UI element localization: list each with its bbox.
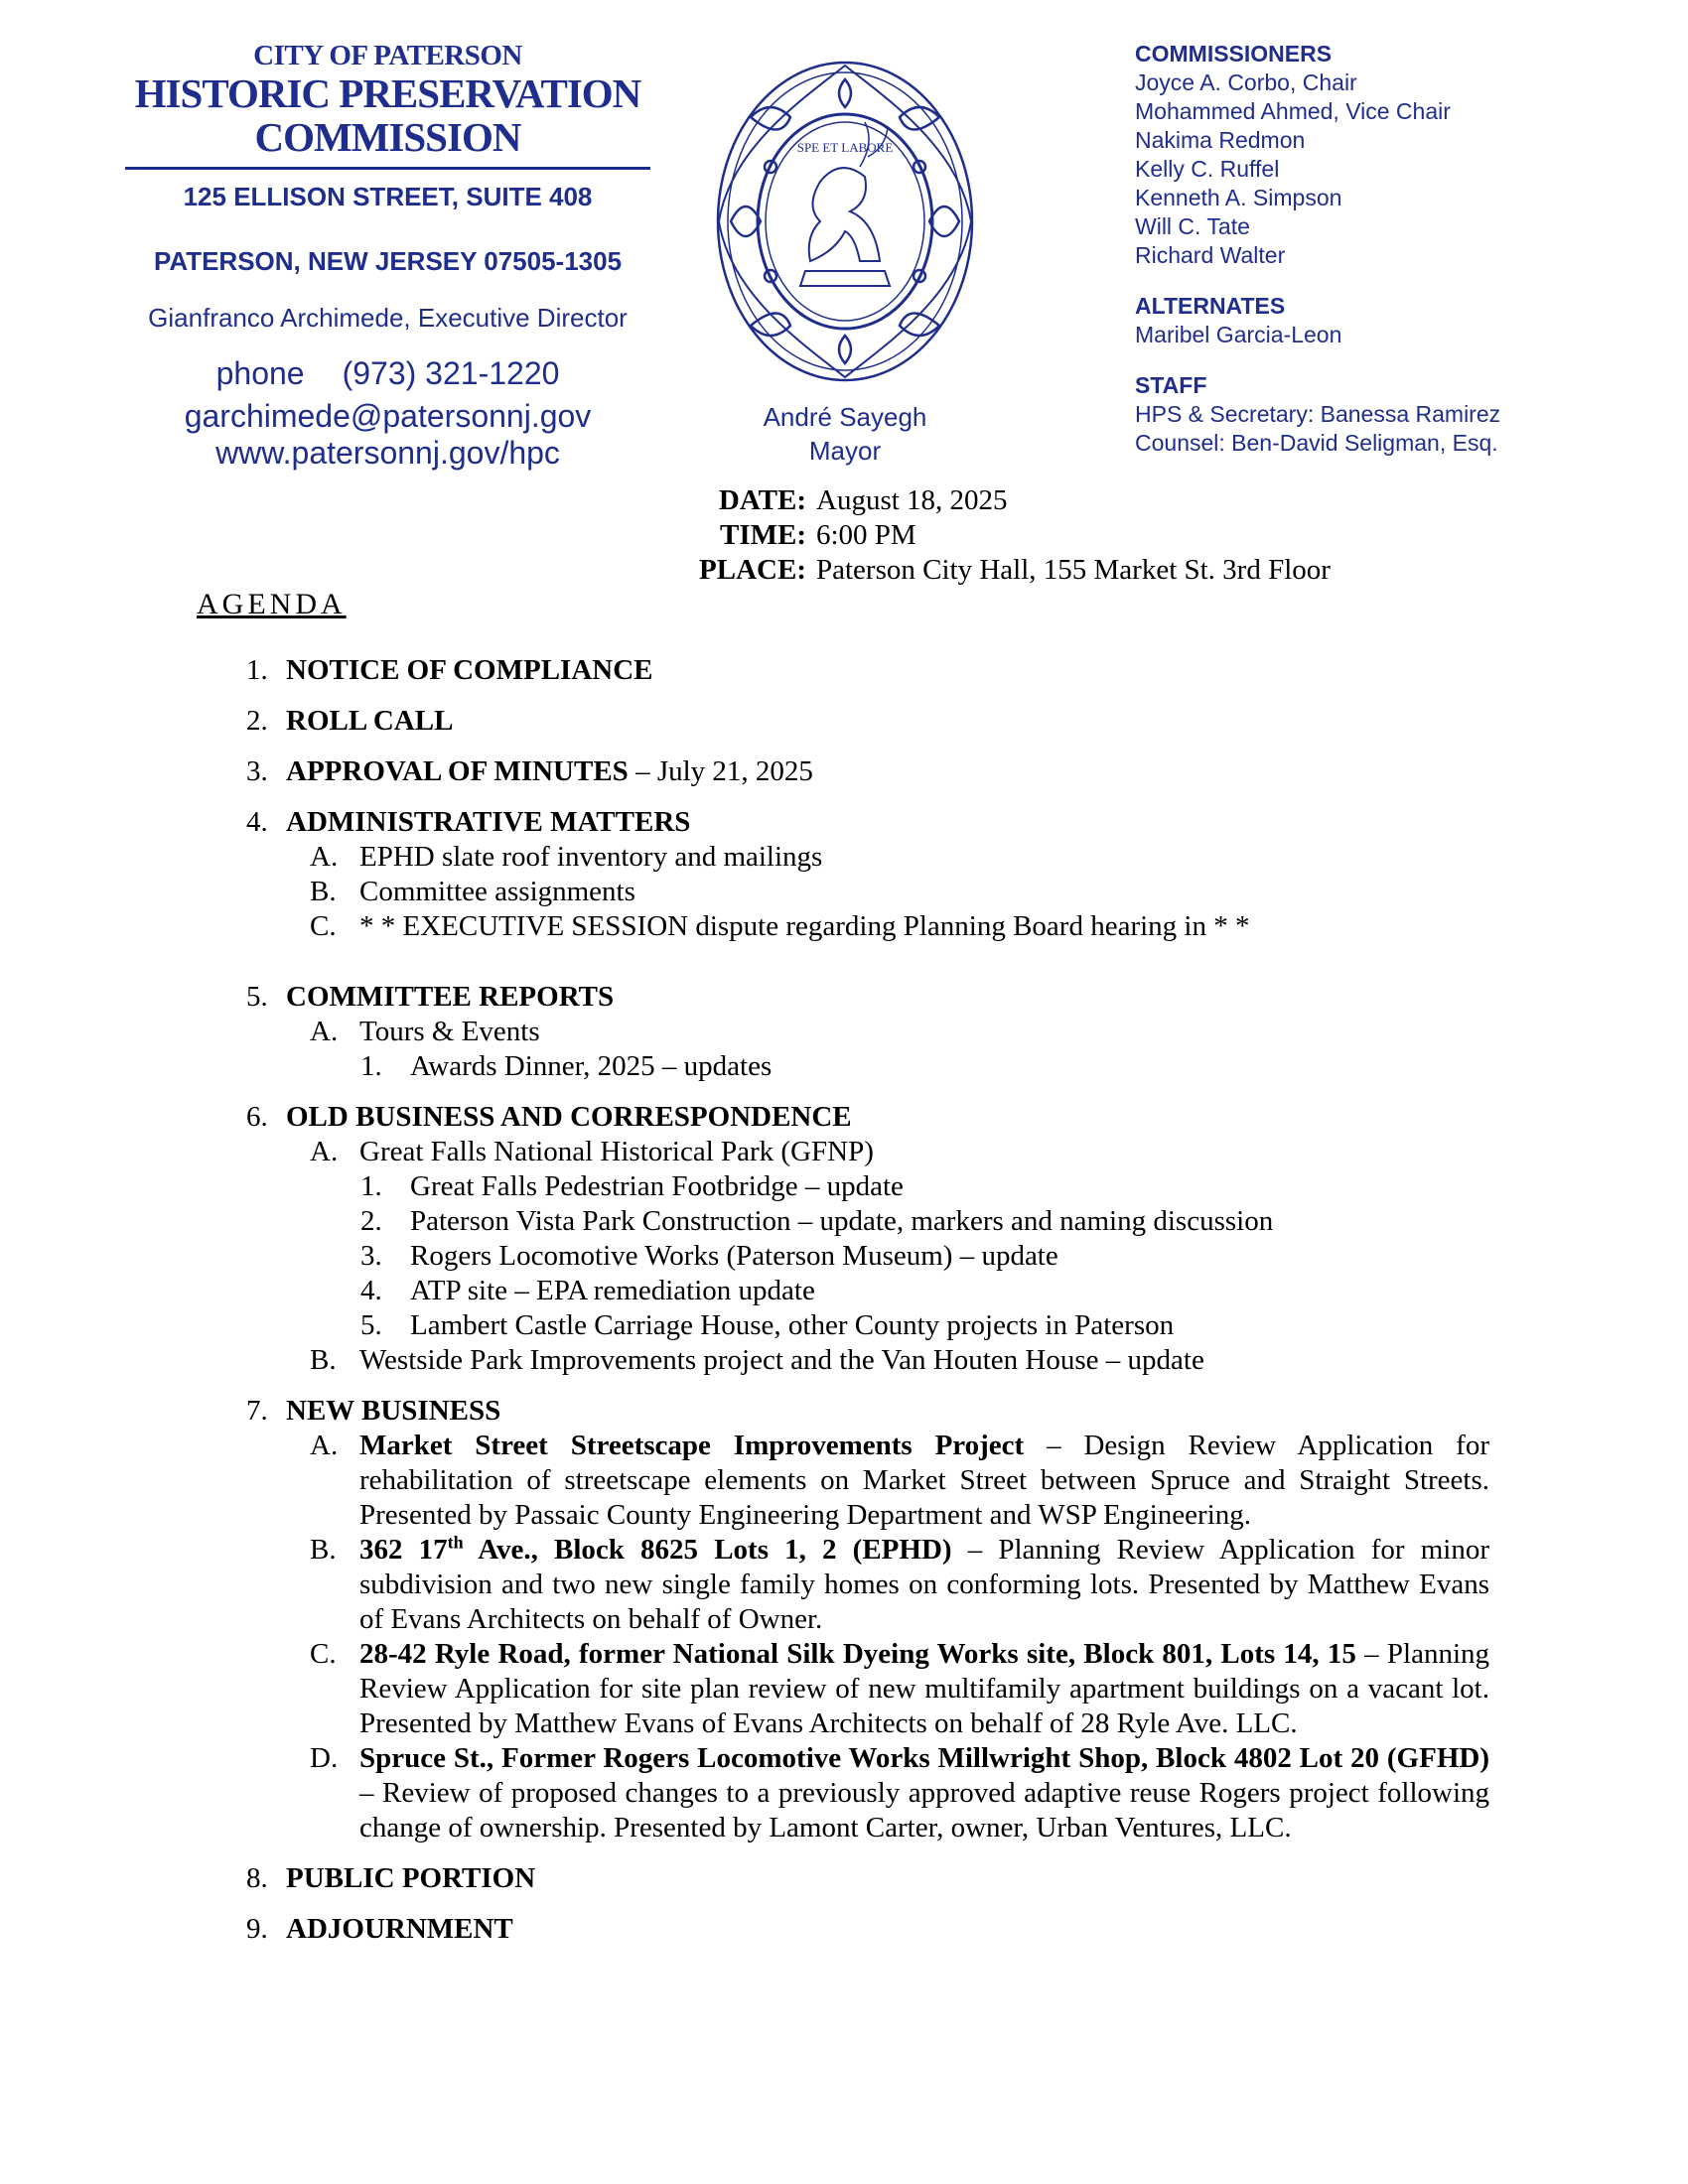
agenda-subitem: C. * * EXECUTIVE SESSION dispute regarding Planning Board hearing in * * (310, 910, 1250, 942)
commissioner-item: Mohammed Ahmed, Vice Chair (1135, 98, 1451, 124)
agenda-item (246, 653, 1489, 688)
item-number: 8. (246, 1862, 268, 1894)
date-label: DATE: (718, 484, 806, 516)
meeting-date: August 18, 2025 (816, 484, 1008, 516)
website-link[interactable]: www.patersonnj.gov/hpc (215, 435, 560, 471)
agenda-subitem: D. Spruce St., Former Rogers Locomotive Works Millwright Shop, Block 4802 Lot 20 (GFHD) – Review of proposed changes to a previously approved adaptive reuse Rogers project following change of ownership. Presented by Lamont Carter, owner, Urban Ventures, LLC. (310, 1742, 1489, 1843)
phone-number: (973) 321-1220 (342, 355, 560, 391)
agenda-list (246, 653, 1489, 1947)
agenda-subsubitem: 1. Great Falls Pedestrian Footbridge – update (360, 1170, 904, 1202)
alternate-item: Maribel Garcia-Leon (1135, 322, 1342, 347)
staff-item: Counsel: Ben-David Seligman, Esq. (1135, 430, 1498, 456)
agenda-subitem: B. 362 17th Ave., Block 8625 Lots 1, 2 (EPHD) – Planning Review Application for minor subdivision and two new single family homes on conforming lots. Presented by Matthew Evans of Evans Architects on behalf of Owner. (310, 1532, 1490, 1635)
item-heading: ROLL CALL (286, 705, 454, 737)
item-number: 1. (246, 654, 268, 686)
item-number: 3. (246, 755, 268, 787)
agenda-subitem: B. Committee assignments (310, 876, 635, 907)
time-label: TIME: (720, 519, 806, 551)
agenda-subitem: A. EPHD slate roof inventory and mailings (310, 841, 823, 873)
agenda-item (246, 1100, 1489, 1135)
mayor-title: Mayor (808, 436, 882, 466)
commission-title-line1: HISTORIC PRESERVATION (134, 70, 641, 116)
agenda-subitem: A. Market Street Streetscape Improvements Project – Design Review Application for rehabilitation of streetscape elements on Market Street between Spruce and Straight Streets. Presented by Passaic County Engineering Department and WSP Engineering. (310, 1430, 1489, 1531)
agenda-item (246, 805, 1489, 840)
item-heading: OLD BUSINESS AND CORRESPONDENCE (286, 1101, 852, 1133)
item-number: 7. (246, 1395, 268, 1427)
agenda-item (246, 754, 1489, 789)
agenda-subitem: A. Tours & Events (310, 1016, 540, 1047)
item-heading: APPROVAL OF MINUTES (286, 755, 629, 787)
item-heading: ADMINISTRATIVE MATTERS (286, 806, 691, 838)
meeting-place: Paterson City Hall, 155 Market St. 3rd Floor (816, 554, 1331, 586)
item-number: 5. (246, 981, 268, 1013)
agenda-subsubitem: 5. Lambert Castle Carriage House, other County projects in Paterson (360, 1309, 1175, 1341)
meeting-info (690, 483, 1331, 588)
place-label: PLACE: (699, 554, 806, 586)
item-heading: PUBLIC PORTION (286, 1862, 536, 1894)
agenda-subsubitem: 2. Paterson Vista Park Construction – update, markers and naming discussion (360, 1205, 1274, 1237)
agenda-subsubitem: 1. Awards Dinner, 2025 – updates (360, 1050, 773, 1082)
item-number: 2. (246, 705, 268, 737)
city-name: CITY OF PATERSON (253, 40, 522, 71)
meeting-time: 6:00 PM (816, 519, 916, 551)
commissioners-heading: COMMISSIONERS (1135, 41, 1333, 67)
email-link[interactable]: garchimede@patersonnj.gov (184, 398, 592, 434)
agenda-title: AGENDA (197, 588, 347, 620)
agenda-subitem: B. Westside Park Improvements project and the Van Houten House – update (310, 1344, 1204, 1376)
executive-director: Gianfranco Archimede, Executive Director (148, 303, 628, 333)
alternates-heading: ALTERNATES (1135, 293, 1286, 319)
address-line2: PATERSON, NEW JERSEY 07505-1305 (153, 246, 623, 276)
commission-title-line2: COMMISSION (254, 114, 521, 160)
header-divider (125, 167, 650, 170)
agenda-item (246, 1394, 1489, 1429)
agenda-subsubitem: 3. Rogers Locomotive Works (Paterson Museum) – update (360, 1240, 1058, 1272)
item-heading: NOTICE OF COMPLIANCE (286, 654, 653, 686)
item-number: 9. (246, 1913, 268, 1945)
letterhead-right (1135, 40, 1500, 458)
city-seal-icon (711, 58, 979, 385)
staff-heading: STAFF (1135, 372, 1207, 398)
mayor-name: André Sayegh (763, 402, 927, 432)
commissioner-item: Will C. Tate (1135, 213, 1250, 239)
item-number: 4. (246, 806, 268, 838)
agenda-item (246, 980, 1489, 1015)
item-heading: ADJOURNMENT (286, 1913, 513, 1945)
agenda-subitem: C. 28-42 Ryle Road, former National Silk Dyeing Works site, Block 801, Lots 14, 15 – Planning Review Application for site plan review of new multifamily apartment buildings on a vacant lot. Presented by Matthew Evans of Evans Architects on behalf of 28 Ryle Ave. LLC. (310, 1638, 1489, 1739)
agenda-item (246, 1912, 1489, 1947)
commissioner-item: Nakima Redmon (1135, 127, 1306, 153)
seal-motto: SPE ET LABORE (796, 140, 894, 155)
agenda-subitem: A. Great Falls National Historical Park (GFNP) (310, 1136, 874, 1167)
item-heading: COMMITTEE REPORTS (286, 981, 615, 1013)
commissioner-item: Kelly C. Ruffel (1135, 156, 1280, 182)
agenda-subsubitem: 4. ATP site – EPA remediation update (360, 1275, 815, 1306)
phone-label: phone (215, 355, 305, 391)
commissioner-item: Joyce A. Corbo, Chair (1135, 69, 1357, 95)
item-detail: – July 21, 2025 (628, 755, 813, 787)
mayor-block (711, 400, 979, 468)
staff-item: HPS & Secretary: Banessa Ramirez (1135, 401, 1501, 427)
agenda-item (246, 1861, 1489, 1896)
agenda-item (246, 704, 1489, 739)
item-heading: NEW BUSINESS (286, 1395, 501, 1427)
commissioner-item: Richard Walter (1135, 242, 1286, 268)
address-line1: 125 ELLISON STREET, SUITE 408 (183, 182, 593, 211)
phone-line (117, 355, 658, 392)
item-number: 6. (246, 1101, 268, 1133)
letterhead-left (117, 40, 658, 472)
commissioner-item: Kenneth A. Simpson (1135, 185, 1342, 210)
